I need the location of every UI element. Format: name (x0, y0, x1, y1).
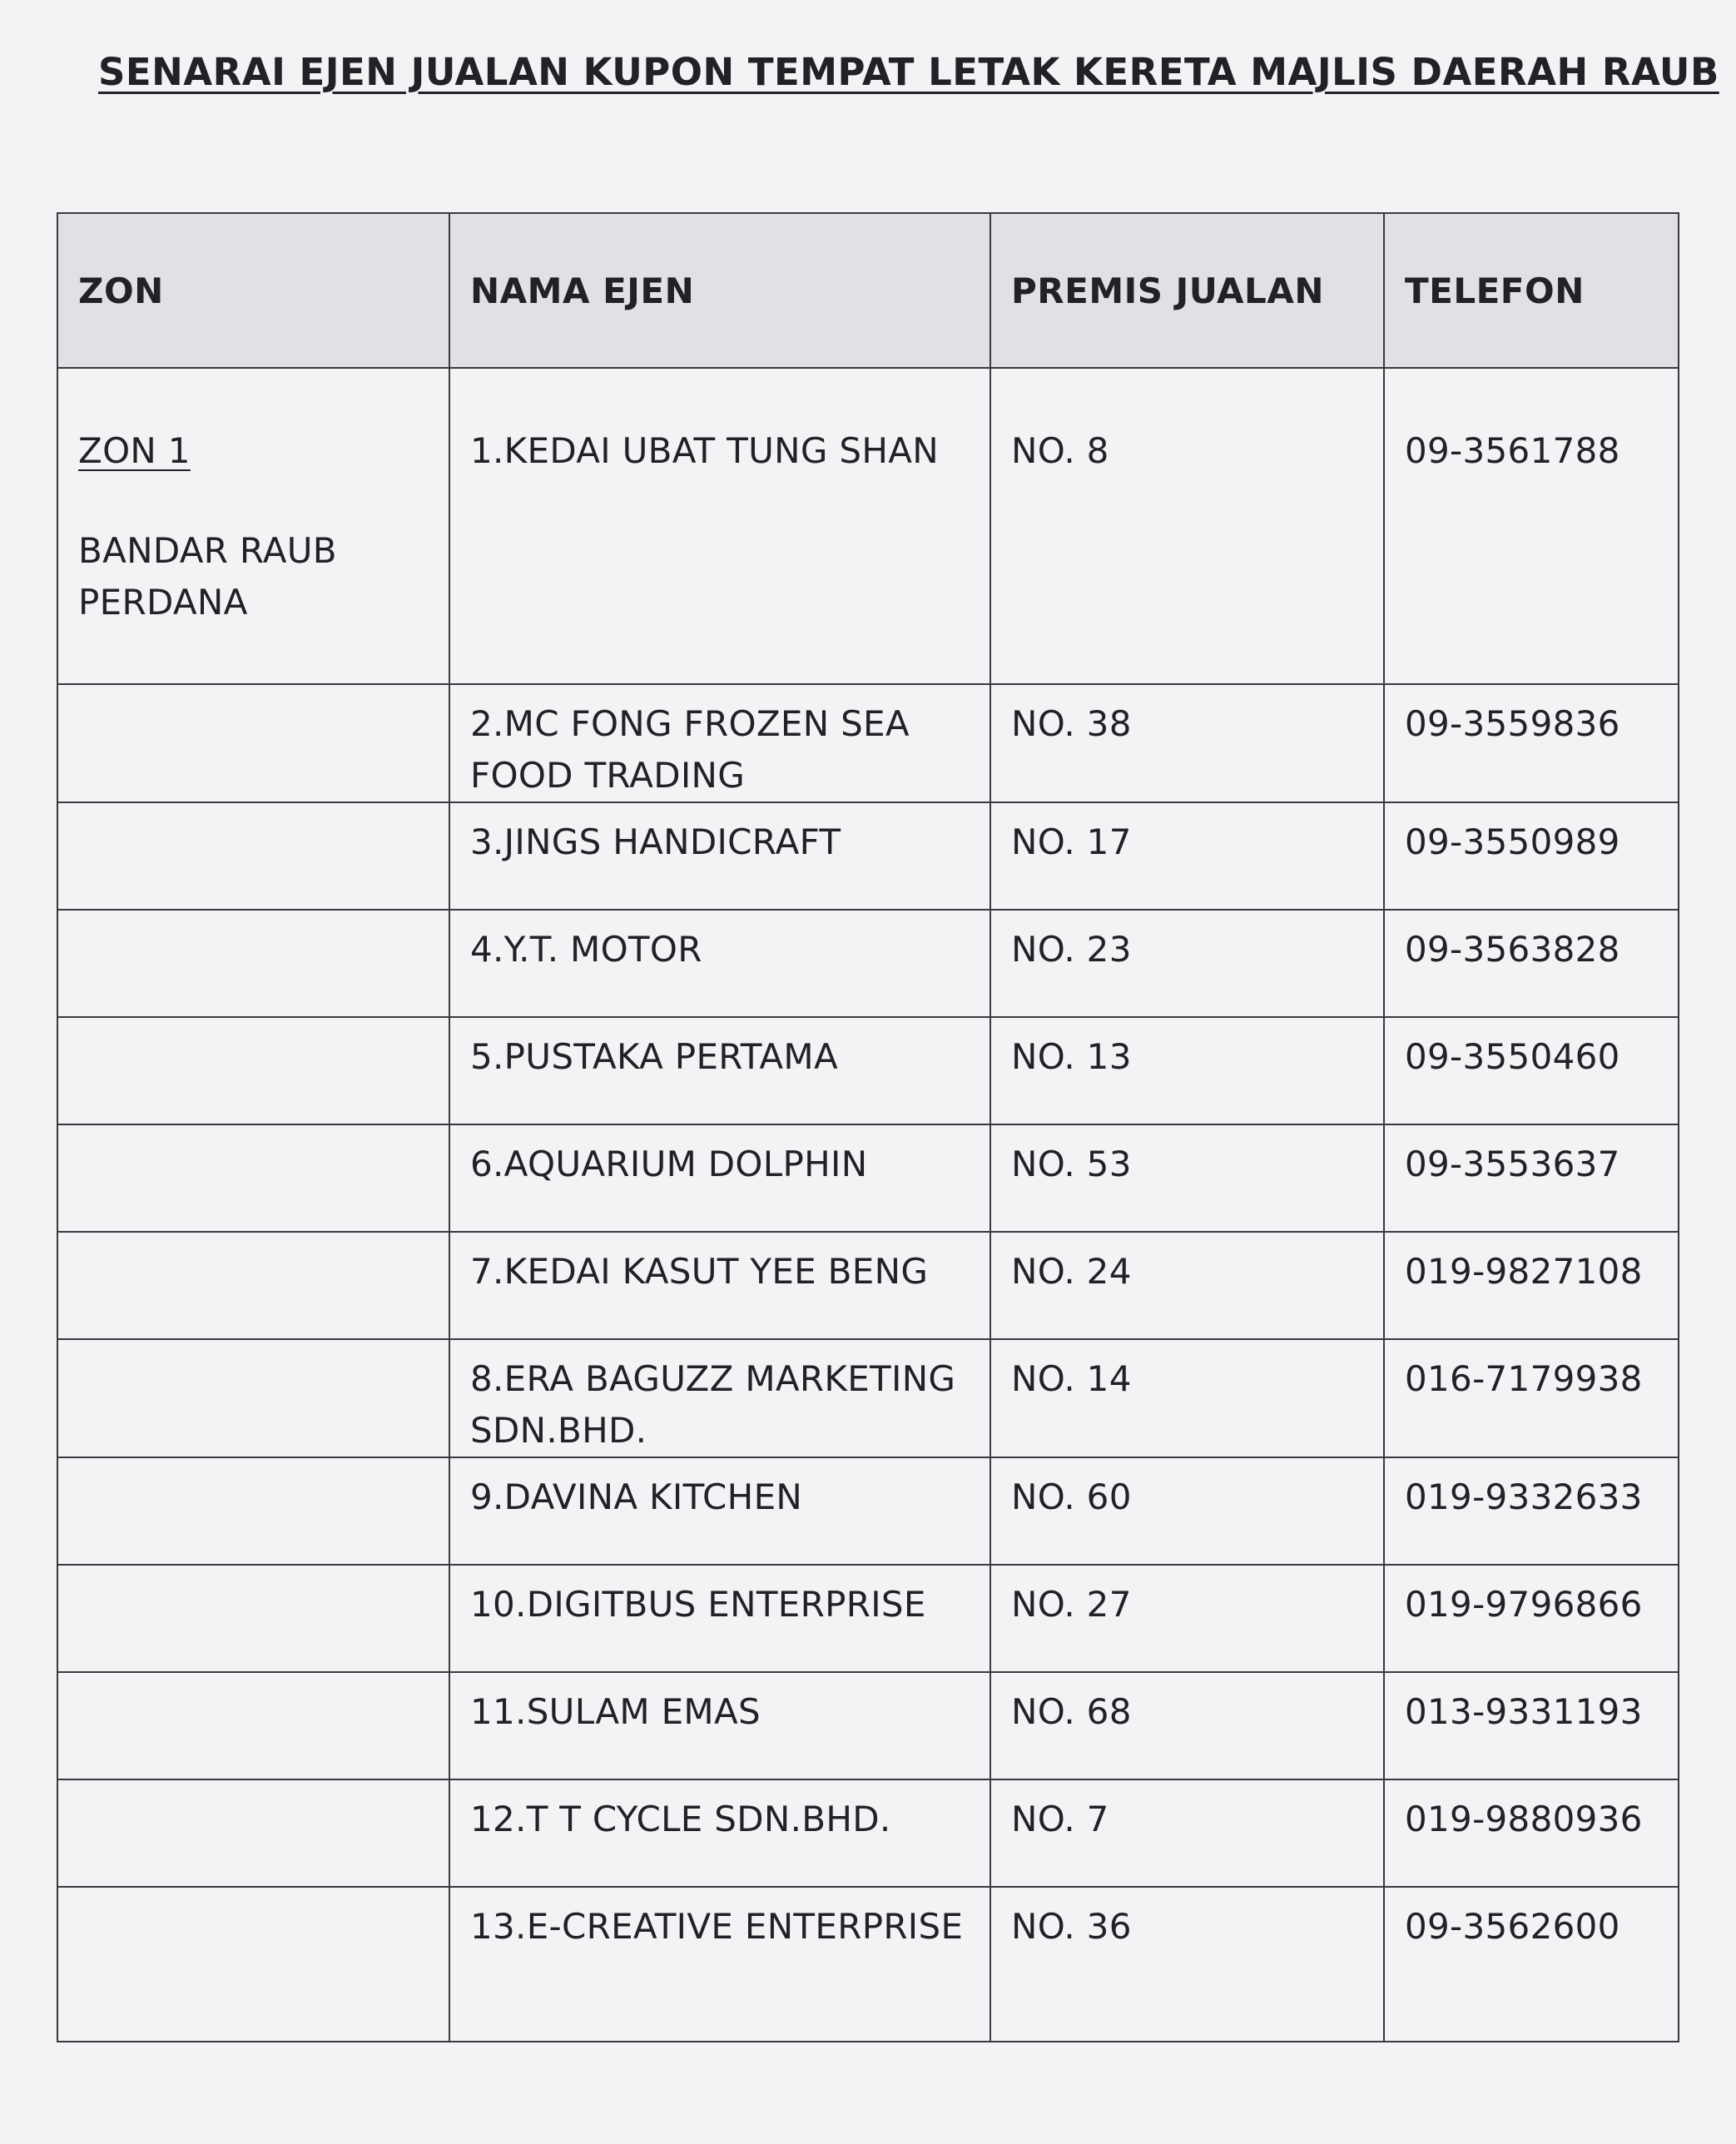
premise-cell: NO. 36 (990, 1887, 1384, 2042)
agent-name-cell: 6.AQUARIUM DOLPHIN (449, 1124, 990, 1232)
zone-cell (57, 1232, 449, 1339)
premise-cell: NO. 53 (990, 1124, 1384, 1232)
table-row (57, 1887, 1679, 2042)
premise-cell: NO. 7 (990, 1779, 1384, 1887)
zone-cell (57, 1887, 449, 2042)
premise-cell: NO. 23 (990, 910, 1384, 1017)
zone-cell (57, 1017, 449, 1124)
phone-cell: 016-7179938 (1384, 1339, 1679, 1457)
zone-cell (57, 910, 449, 1017)
table-row (57, 684, 1679, 802)
zone-cell (57, 1124, 449, 1232)
zone-cell (57, 368, 449, 684)
table-row (57, 1779, 1679, 1887)
phone-cell: 09-3561788 (1384, 368, 1679, 684)
premise-cell: NO. 24 (990, 1232, 1384, 1339)
table-row (57, 910, 1679, 1017)
header-telefon: TELEFON (1384, 213, 1679, 368)
phone-cell: 09-3550460 (1384, 1017, 1679, 1124)
zone-name: ZON 1 (78, 430, 191, 471)
header-nama-ejen: NAMA EJEN (449, 213, 990, 368)
phone-cell: 019-9796866 (1384, 1565, 1679, 1672)
phone-cell: 09-3559836 (1384, 684, 1679, 802)
phone-cell: 09-3553637 (1384, 1124, 1679, 1232)
agent-name-cell: 10.DIGITBUS ENTERPRISE (449, 1565, 990, 1672)
header-premis-jualan: PREMIS JUALAN (990, 213, 1384, 368)
phone-cell: 019-9827108 (1384, 1232, 1679, 1339)
phone-cell: 019-9332633 (1384, 1457, 1679, 1565)
agent-name-cell: 13.E-CREATIVE ENTERPRISE (449, 1887, 990, 2042)
zone-cell (57, 1565, 449, 1672)
zone-cell (57, 802, 449, 910)
table-row (57, 1017, 1679, 1124)
agent-name-cell: 3.JINGS HANDICRAFT (449, 802, 990, 910)
phone-cell: 09-3562600 (1384, 1887, 1679, 2042)
premise-cell: NO. 8 (990, 368, 1384, 684)
premise-cell: NO. 27 (990, 1565, 1384, 1672)
agent-name-cell: 9.DAVINA KITCHEN (449, 1457, 990, 1565)
premise-cell: NO. 17 (990, 802, 1384, 910)
phone-cell: 09-3563828 (1384, 910, 1679, 1017)
table-row (57, 1339, 1679, 1457)
agent-name-cell: 4.Y.T. MOTOR (449, 910, 990, 1017)
premise-cell: NO. 13 (990, 1017, 1384, 1124)
zone-cell (57, 684, 449, 802)
agent-name-cell: 12.T T CYCLE SDN.BHD. (449, 1779, 990, 1887)
table-row (57, 1672, 1679, 1779)
agent-name-cell: 11.SULAM EMAS (449, 1672, 990, 1779)
phone-cell: 019-9880936 (1384, 1779, 1679, 1887)
zone-cell (57, 1779, 449, 1887)
table-row (57, 1457, 1679, 1565)
table-header (57, 213, 1679, 368)
table-row (57, 802, 1679, 910)
table-row (57, 1565, 1679, 1672)
document-title: SENARAI EJEN JUALAN KUPON TEMPAT LETAK KERETA MAJLIS DAERAH RAUB (98, 50, 1719, 94)
table-body (57, 368, 1679, 2042)
agent-name-cell: 1.KEDAI UBAT TUNG SHAN (449, 368, 990, 684)
agent-table (57, 212, 1679, 2042)
agent-name-cell: 5.PUSTAKA PERTAMA (449, 1017, 990, 1124)
premise-cell: NO. 14 (990, 1339, 1384, 1457)
table-row (57, 1124, 1679, 1232)
header-zon: ZON (57, 213, 449, 368)
table-row (57, 1232, 1679, 1339)
agent-name-cell: 7.KEDAI KASUT YEE BENG (449, 1232, 990, 1339)
zone-cell (57, 1672, 449, 1779)
zone-cell (57, 1339, 449, 1457)
header-row (57, 213, 1679, 368)
phone-cell: 013-9331193 (1384, 1672, 1679, 1779)
premise-cell: NO. 38 (990, 684, 1384, 802)
agent-name-cell: 8.ERA BAGUZZ MARKETING SDN.BHD. (449, 1339, 990, 1457)
zone-cell (57, 1457, 449, 1565)
phone-cell: 09-3550989 (1384, 802, 1679, 910)
agent-name-cell: 2.MC FONG FROZEN SEA FOOD TRADING (449, 684, 990, 802)
zone-area: BANDAR RAUB PERDANA (78, 530, 337, 623)
premise-cell: NO. 60 (990, 1457, 1384, 1565)
table-row (57, 368, 1679, 684)
premise-cell: NO. 68 (990, 1672, 1384, 1779)
